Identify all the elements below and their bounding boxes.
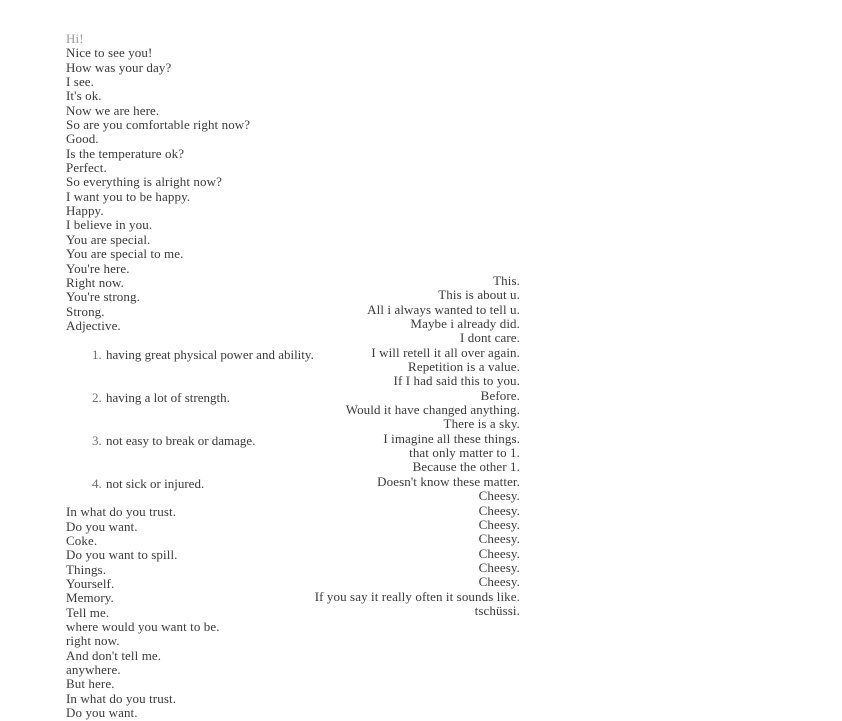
text-line: There is a sky.	[443, 416, 520, 432]
list-item-text: not sick or injured.	[106, 475, 205, 491]
text-line: Coke.	[66, 533, 98, 549]
text-line: All i always wanted to tell u.	[367, 301, 520, 317]
text-line: tschüssi.	[474, 602, 520, 618]
text-line: Cheesy.	[478, 488, 520, 504]
list-item-number: 2.	[92, 389, 102, 405]
text-line: Do you want.	[66, 518, 138, 534]
text-line: So are you comfortable right now?	[66, 117, 251, 133]
text-line: Doesn't know these matter.	[377, 473, 520, 489]
text-line: I imagine all these things.	[383, 430, 520, 446]
text-line: Maybe i already did.	[410, 316, 520, 332]
text-line: I want you to be happy.	[66, 188, 191, 204]
text-line: Memory.	[66, 590, 114, 606]
text-line: Before.	[480, 387, 520, 403]
text-line: Cheesy.	[478, 502, 520, 518]
text-line: Do you want to spill.	[66, 547, 178, 563]
text-line: But here.	[66, 676, 115, 692]
text-line: Nice to see you!	[66, 45, 153, 61]
text-line: This is about u.	[438, 287, 520, 303]
text-line: right now.	[66, 633, 120, 649]
text-line: Cheesy.	[478, 531, 520, 547]
list-item-text: having great physical power and ability.	[106, 346, 314, 362]
text-line: Strong.	[66, 303, 105, 319]
text-line: Good.	[66, 131, 99, 147]
text-line: And don't tell me.	[66, 647, 162, 663]
text-line: I see.	[66, 74, 95, 90]
text-line: This.	[493, 273, 520, 288]
text-line: Repetition is a value.	[408, 359, 520, 375]
text-line: Adjective.	[66, 317, 121, 333]
text-line: Tell me.	[66, 604, 110, 620]
text-line: You're strong.	[66, 289, 140, 305]
list-item-number: 1.	[92, 346, 102, 362]
text-line: where would you want to be.	[66, 619, 220, 635]
text-line: Hi!	[66, 31, 84, 46]
text-line: Yourself.	[66, 576, 115, 592]
list-item-text: having a lot of strength.	[106, 389, 230, 405]
text-line: Would it have changed anything.	[345, 402, 520, 418]
right-text-column	[220, 274, 520, 618]
text-line: Perfect.	[66, 160, 107, 176]
text-line: Cheesy.	[478, 574, 520, 590]
text-line: Right now.	[66, 274, 124, 290]
text-line: I dont care.	[459, 330, 520, 346]
text-line: So everything is alright now?	[66, 174, 222, 190]
list-item-number: 4.	[92, 475, 102, 491]
text-line: Do you want.	[66, 705, 138, 721]
text-line: that only matter to 1.	[409, 445, 520, 461]
text-line: Happy.	[66, 203, 104, 219]
text-line: I will retell it all over again.	[371, 344, 520, 360]
text-line: Because the other 1.	[412, 459, 520, 475]
text-line: anywhere.	[66, 662, 121, 678]
text-line: If I had said this to you.	[393, 373, 520, 389]
text-line: In what do you trust.	[66, 690, 177, 706]
text-line: Now we are here.	[66, 102, 160, 118]
text-line: It's ok.	[66, 88, 102, 104]
list-item-number: 3.	[92, 432, 102, 448]
text-line: You are special to me.	[66, 246, 184, 262]
list-item-text: not easy to break or damage.	[106, 432, 256, 448]
text-line: Is the temperature ok?	[66, 145, 185, 161]
text-line: Cheesy.	[478, 516, 520, 532]
text-line: How was your day?	[66, 59, 172, 75]
text-line: In what do you trust.	[66, 504, 177, 520]
text-line: You are special.	[66, 231, 151, 247]
text-line: If you say it really often it sounds like.	[314, 588, 520, 604]
text-line: Cheesy.	[478, 545, 520, 561]
text-line: Cheesy.	[478, 559, 520, 575]
text-line: Things.	[66, 561, 107, 577]
text-line: I believe in you.	[66, 217, 153, 233]
text-line: You're here.	[66, 260, 130, 276]
